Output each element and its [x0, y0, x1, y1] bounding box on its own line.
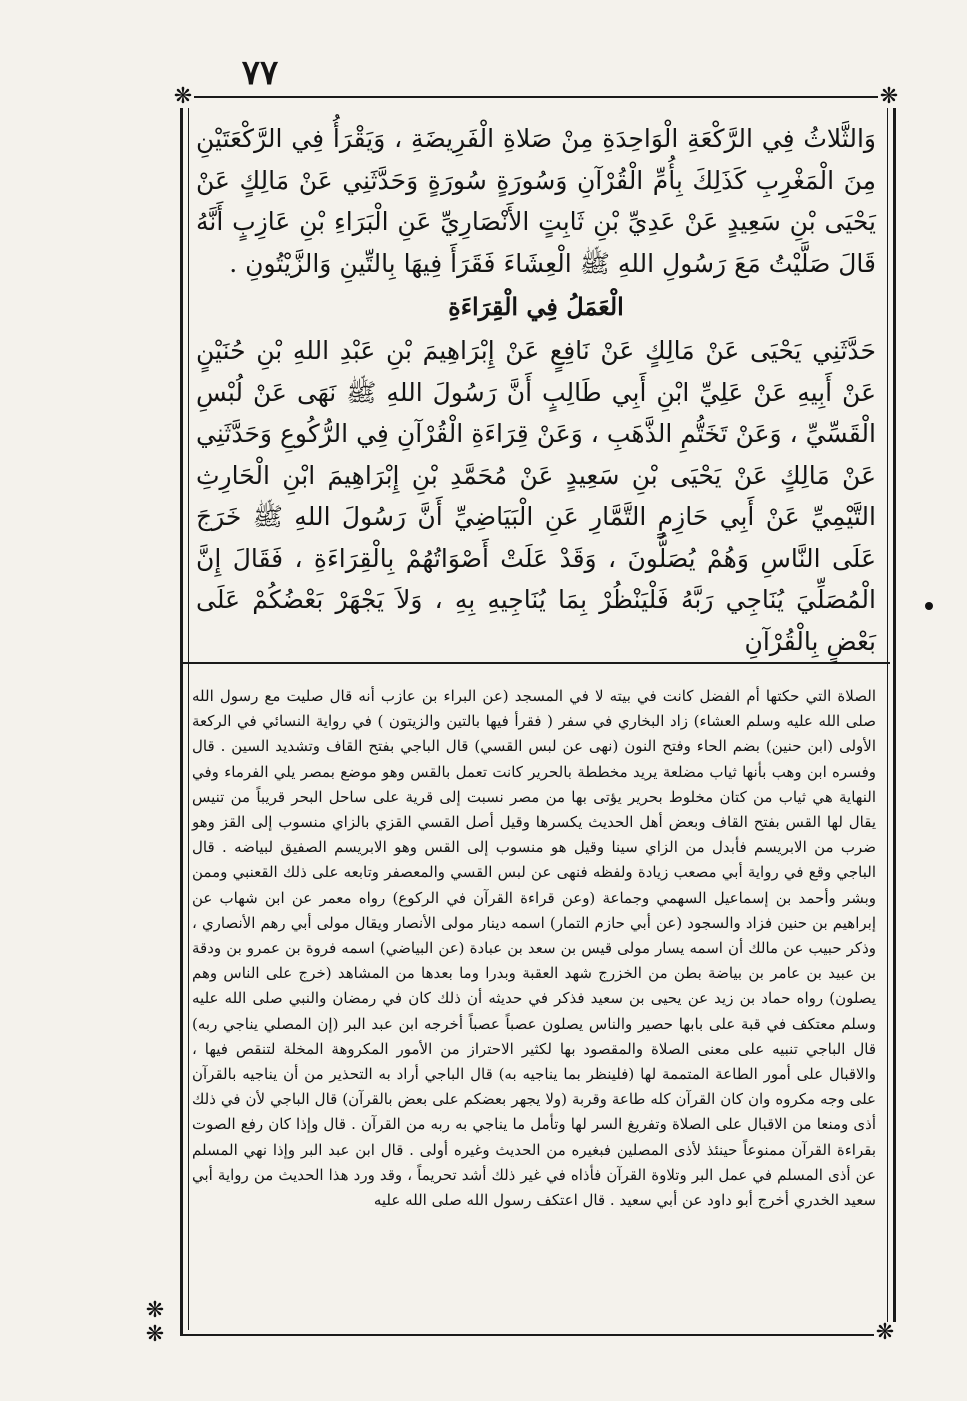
corner-ornament-icon: ❋ [145, 1298, 165, 1323]
main-paragraph-2: حَدَّثَنِي يَحْيَى عَنْ مَالِكٍ عَنْ نَافِعٍ عَنْ إِبْرَاهِيمَ بْنِ عَبْدِ اللهِ بْنِ حُنَيْنٍ عَنْ أَبِيهِ عَنْ عَلِيِّ ابْنِ أَبِي طَالِبٍ أَنَّ رَسُولَ اللهِ ﷺ نَهَى عَنْ لُبْسِ الْقَسِّيِّ ، وَعَنْ تَخَتُّمِ الذَّهَبِ ، وَعَنْ قِرَاءَةِ الْقُرْآنِ فِي الرُّكُوعِ وَحَدَّثَنِي عَنْ مَالِكٍ عَنْ يَحْيَى بْنِ سَعِيدٍ عَنْ مُحَمَّدِ بْنِ إِبْرَاهِيمَ ابْنِ الْحَارِثِ التَّيْمِيِّ عَنْ أَبِي حَازِمٍ التَّمَّارِ عَنِ الْبَيَاضِيِّ أَنَّ رَسُولَ اللهِ ﷺ خَرَجَ عَلَى النَّاسِ وَهُمْ يُصَلُّونَ ، وَقَدْ عَلَتْ أَصْوَاتُهُمْ بِالْقِرَاءَةِ ، فَقَالَ إِنَّ الْمُصَلِّيَ يُنَاجِي رَبَّهُ فَلْيَنْظُرْ بِمَا يُنَاجِيهِ بِهِ ، وَلاَ يَجْهَرْ بَعْضُكُمْ عَلَى بَعْضٍ بِالْقُرْآنِ [196, 336, 876, 656]
chapter-heading: الْعَمَلُ فِي الْقِرَاءَةِ [448, 292, 624, 321]
corner-ornament-icon: ❋ [875, 1320, 895, 1345]
commentary [192, 684, 876, 1213]
commentary-text: الصلاة التي حكتها أم الفضل كانت في بيته لا في المسجد (عن البراء بن عازب أنه قال صليت مع رسول الله صلى الله عليه وسلم العشاء) زاد البخاري في سفر ( فقرأ فيها بالتين والزيتون ) في رواية النسائي في الركعة الأولى (ابن حنين) بضم الحاء وفتح النون (نهى عن لبس القسي) قال الباجي بفتح القاف وتشديد السين . قال وفسره ابن وهب بأنها ثياب مضلعة يريد مخططة بالحرير كانت تعمل بالقس وهو موضع بمصر يلي الفرماء وفي النهاية هي ثياب من كتان مخلوط بحرير يؤتى بها من مصر نسبت إلى قرية على ساحل البحر قريباً من تنيس يقال لها القس بفتح القاف وبعض أهل الحديث يكسرها وقيل أصل القسي القزي بالزاي منسوب إلى القز وهو ضرب من الابريسم فأبدل من الزاي سينا وقيل هو منسوب إلى القس وهو الابريسم الصفيق لبياضه . قال الباجي وقع في رواية أبي مصعب زيادة ولفظه فنهى عن لبس القسي والمعصفر وتابعه على ذلك القعنبي وممن وبشر وأحمد بن إسماعيل السهمي وجماعة (وعن قراءة القرآن في الركوع) رواه معمر عن ابن شهاب عن إبراهيم بن حنين فزاد والسجود (عن أبي حازم التمار) اسمه دينار مولى الأنصار ويقال مولى أبي رهم الأنصاري ، وذكر حبيب عن مالك أن اسمه يسار مولى قيس بن سعد بن عبادة (عن البياضي) اسمه فروة بن عمرو بن ودقة بن عبيد بن عامر بن بياضة بطن من الخزرج شهد العقبة وبدرا وما بعدها من المشاهد (خرج على الناس وهم يصلون) رواه حماد بن زيد عن يحيى بن سعيد فذكر في حديثه أن ذلك كان في رمضان والنبي صلى الله عليه وسلم معتكف في قبة على بابها حصير والناس يصلون عصباً عصباً أخرجه ابن عبد البر (إن المصلي يناجي ربه) قال الباجي تنبيه على معنى الصلاة والمقصود بها لكثير الاحتراز من الأمور المكروهة المخلة لتنقص فيها ، والاقبال على أمور الطاعة المتممة لها (فلينظر بما يناجيه به) قال الباجي أراد به التحذير من أن يناجيه بالقرآن على وجه مكروه وان كان القرآن كله طاعة وقربة (ولا يجهر بعضكم على بعض بالقرآن) قال الباجي لأن في ذلك أذى ومنعا من الاقبال على الصلاة وتفريغ السر لها وتأمل ما يناجي به ربه من القرآن . قال وإذا كان رفع الصوت بقراءة القرآن ممنوعاً حينئذ لأذى المصلين فبغيره من الحديث وغيره أولى . قال ابن عبد البر وإذا نهي المسلم عن أذى المسلم في عمل البر وتلاوة القرآن فأذاه في غير ذلك أشد تحريماً ، وقد ورد هذا الحديث من رواية أبي سعيد الخدري أخرج أبو داود عن أبي سعيد . قال اعتكف رسول الله صلى الله عليه [192, 687, 876, 1210]
corner-ornament-icon: ❋ [879, 84, 899, 109]
margin-dot [925, 602, 933, 610]
section-divider [182, 662, 890, 664]
corner-ornament-icon: ❋ [145, 1322, 165, 1347]
main-text [196, 118, 876, 662]
main-paragraph-1: وَالثَّلاثُ فِي الرَّكْعَةِ الْوَاحِدَةِ مِنْ صَلاةِ الْفَرِيضَةِ ، وَيَقْرَأُ فِي الرَّكْعَتَيْنِ مِنَ الْمَغْرِبِ كَذَلِكَ بِأُمِّ الْقُرْآنِ وَسُورَةٍ سُورَةٍ وَحَدَّثَنِي عَنْ مَالِكٍ عَنْ يَحْيَى بْنِ سَعِيدٍ عَنْ عَدِيِّ بْنِ ثَابِتٍ الأَنْصَارِيِّ عَنِ الْبَرَاءِ بْنِ عَازِبٍ أَنَّهُ قَالَ صَلَّيْتُ مَعَ رَسُولِ اللهِ ﷺ الْعِشَاءَ فَقَرَأَ فِيهَا بِالتِّينِ وَالزَّيْتُونِ . [196, 124, 876, 278]
corner-ornament-icon: ❋ [173, 84, 193, 109]
page-number: ٧٧ [241, 53, 279, 93]
